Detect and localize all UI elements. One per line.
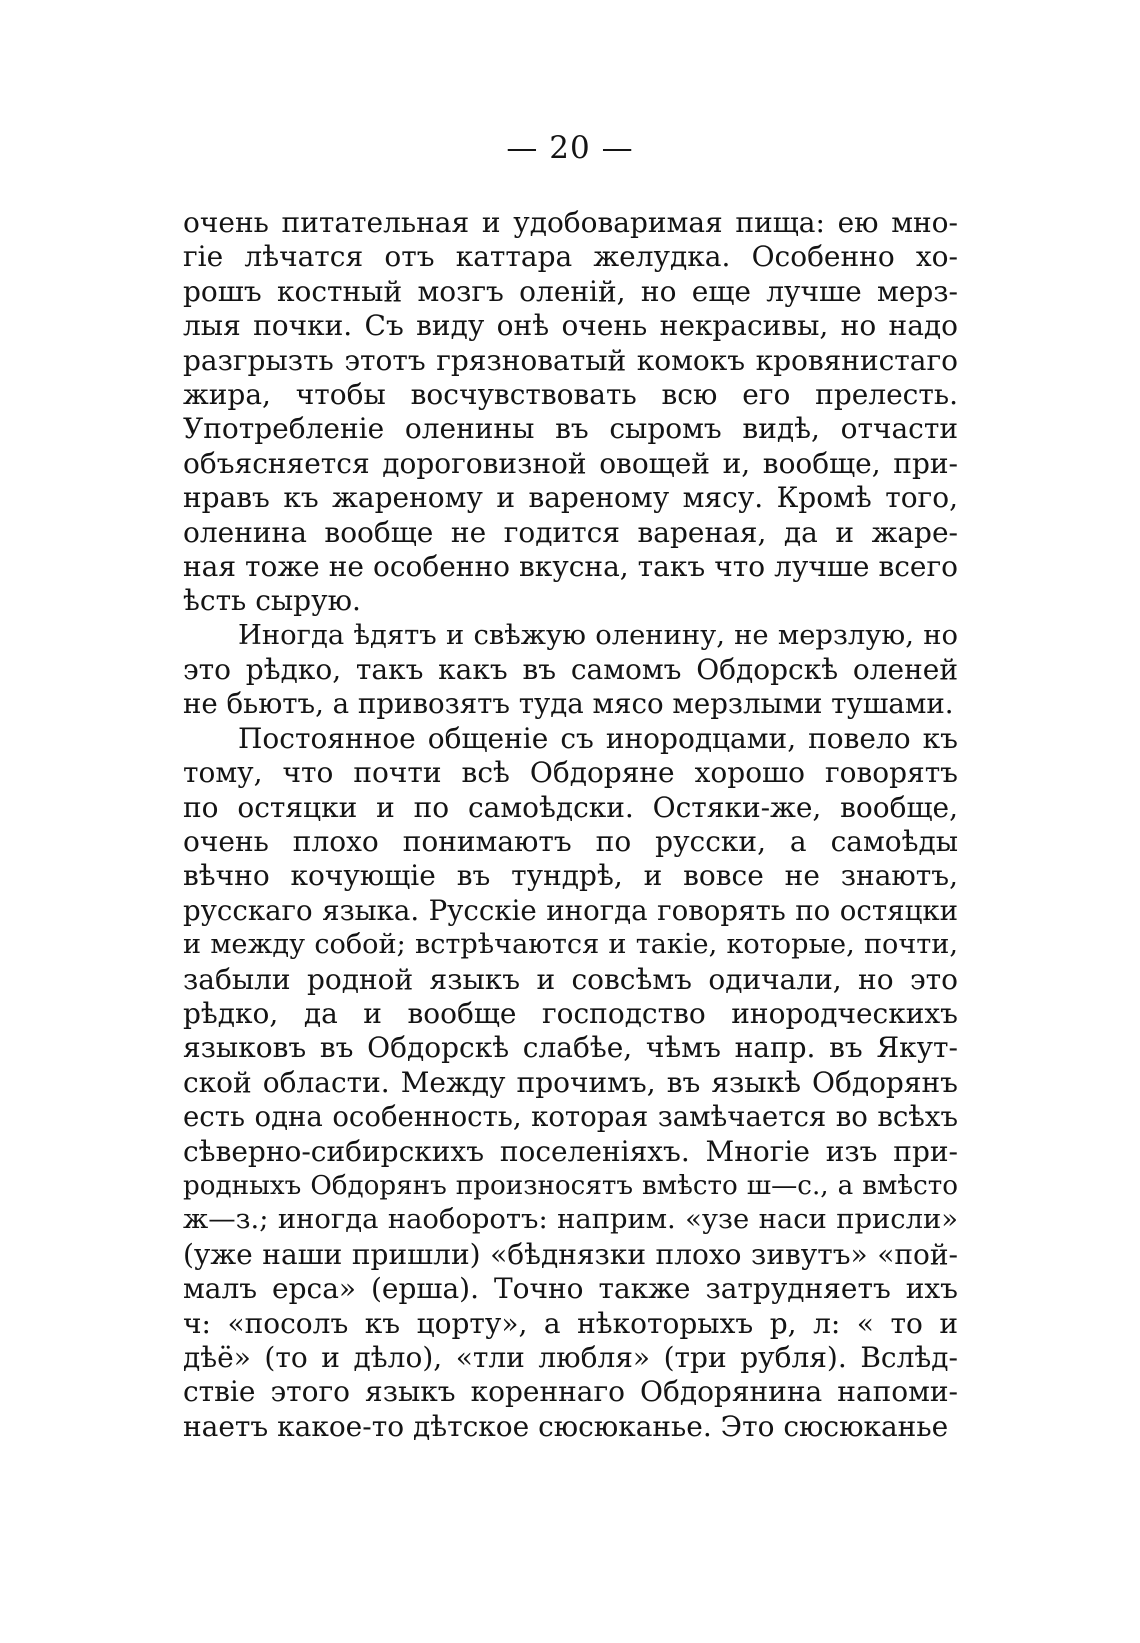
body-text [183,206,958,1444]
text-line: это рѣдко, такъ какъ въ самомъ Обдорскѣ оленей [183,653,958,687]
text-line: не бьютъ, а привозятъ туда мясо мерзлыми тушами. [183,687,954,721]
text-line: есть одна особенность, которая замѣчается во всѣхъ [183,1100,958,1134]
text-line: и между собой; встрѣчаются и такіе, которые, почти, [183,929,958,961]
text-line: Иногда ѣдятъ и свѣжую оленину, не мерзлую, но [238,619,958,651]
text-line: Употребленіе оленины въ сыромъ видѣ, отчасти [183,412,958,446]
text-line: Постоянное общеніе съ инородцами, повело къ [238,721,958,755]
text-line: сѣверно-сибирскихъ поселеніяхъ. Многіе изъ при- [183,1134,958,1168]
text-line: вѣчно кочующіе въ тундрѣ, и вовсе не знаютъ, [183,859,958,893]
text-line: рѣдко, да и вообще господство инородческихъ [183,996,958,1030]
page-number: — 20 — [506,130,634,166]
text-line: дѣё» (то и дѣло), «тли любля» (три рубля). Вслѣд- [183,1340,958,1374]
text-line: по остяцки и по самоѣдски. Остяки-же, вообще, [183,790,958,824]
text-line: ской области. Между прочимъ, въ языкѣ Обдорянъ [183,1065,958,1099]
paragraph [183,619,958,722]
text-line: языковъ въ Обдорскѣ слабѣе, чѣмъ напр. въ Якут- [183,1031,958,1065]
text-line: ная тоже не особенно вкусна, такъ что лучше всего [183,549,958,583]
text-line: жира, чтобы восчувствовать всю его прелесть. [183,377,958,411]
text-line: гіе лѣчатся отъ каттара желудка. Особенно хо- [183,240,958,274]
text-line: оленина вообще не годится вареная, да и жаре- [183,515,958,549]
text-line: (уже наши пришли) «бѣднязки плохо зивутъ» «пой- [183,1237,958,1271]
text-line: русскаго языка. Русскіе иногда говорять по остяцки [183,893,958,927]
text-line: очень плохо понимаютъ по русски, а самоѣды [183,825,958,859]
text-line: ж—з.; иногда наоборотъ: наприм. «узе наси присли» [183,1204,958,1236]
text-line: забыли родной языкъ и совсѣмъ одичали, но это [183,962,958,996]
text-line: нравъ къ жареному и вареному мясу. Кромѣ того, [183,481,958,515]
text-line: ѣсть сырую. [183,584,361,618]
paragraph [183,722,958,1444]
paragraph [183,206,958,619]
text-line: родныхъ Обдорянъ произносятъ вмѣсто ш—с., а вмѣсто [183,1170,958,1201]
text-line: рошъ костный мозгъ оленій, но еще лучше мерз- [183,274,958,308]
text-line: наетъ какое-то дѣтское сюсюканье. Это сюсюканье [183,1409,949,1443]
text-line: очень питательная и удобоваримая пища: ею мно- [183,206,958,239]
text-line: объясняется дороговизной овощей и, вообще, при- [183,446,958,480]
text-line: разгрызть этотъ грязноватый комокъ кровянистаго [183,343,958,377]
text-line: ствіе этого языкъ кореннаго Обдорянина напоми- [183,1375,958,1409]
text-line: ч: «посолъ къ цорту», а нѣкоторыхъ р, л: « то и [183,1306,958,1340]
text-line: тому, что почти всѣ Обдоряне хорошо говорятъ [183,756,958,790]
text-line: малъ ерса» (ерша). Точно также затрудняетъ ихъ [183,1272,958,1306]
text-line: лыя почки. Съ виду онѣ очень некрасивы, но надо [183,309,958,343]
